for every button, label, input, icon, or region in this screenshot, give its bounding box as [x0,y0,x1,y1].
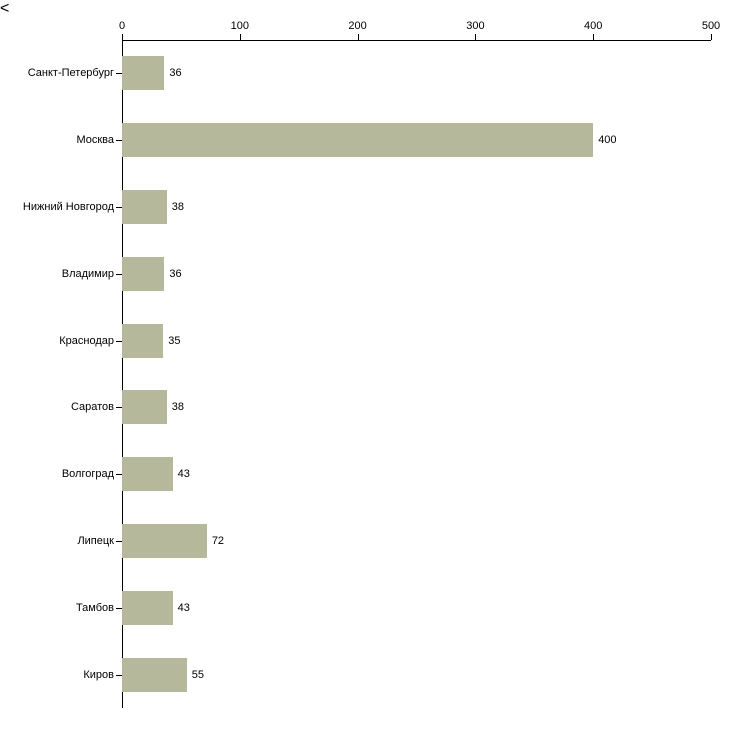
bar [122,56,164,90]
x-tick-mark [122,34,123,40]
x-tick-mark [475,34,476,40]
bar-value-label: 43 [177,601,190,614]
bar [122,324,163,358]
x-tick-label: 100 [230,20,249,32]
category-label: Владимир [61,267,114,280]
x-tick-mark [593,34,594,40]
x-tick-label: 400 [584,20,603,32]
category-label: Саратов [70,401,114,414]
bar-value-label: 38 [171,401,184,414]
x-tick-label: 500 [701,20,721,32]
bar-value-label: 400 [598,134,617,147]
bar-value-label: 38 [171,201,184,213]
bar-value-label: 55 [191,668,205,681]
bar-value-label: 35 [168,334,181,347]
x-axis-line [122,40,711,41]
x-tick-label: 300 [466,20,485,32]
bar-value-label: 72 [211,535,225,547]
category-label: Липецк [77,535,114,547]
x-tick-mark [711,34,712,40]
bar [122,390,167,424]
category-label: Волгоград [61,468,114,481]
category-label: Тамбов [75,601,114,614]
x-tick-label: 200 [348,20,367,32]
x-tick-label: 0 [118,20,126,32]
bar [122,190,167,224]
bar [122,457,173,491]
bar [122,591,173,625]
bar [122,658,187,692]
category-label: Киров [83,668,114,681]
x-tick-mark [240,34,241,40]
bar-chart [0,18,730,748]
bar-value-label: 36 [169,67,182,80]
bar [122,257,164,291]
category-label: Москва [76,134,114,147]
category-label: Санкт-Петербург [27,67,114,80]
bar-value-label: 43 [177,468,190,481]
category-label: Нижний Новгород [22,201,114,213]
bar [122,123,593,157]
bar-value-label: 36 [169,267,182,280]
bar [122,524,207,558]
x-tick-mark [358,34,359,40]
category-label: Краснодар [59,334,114,347]
